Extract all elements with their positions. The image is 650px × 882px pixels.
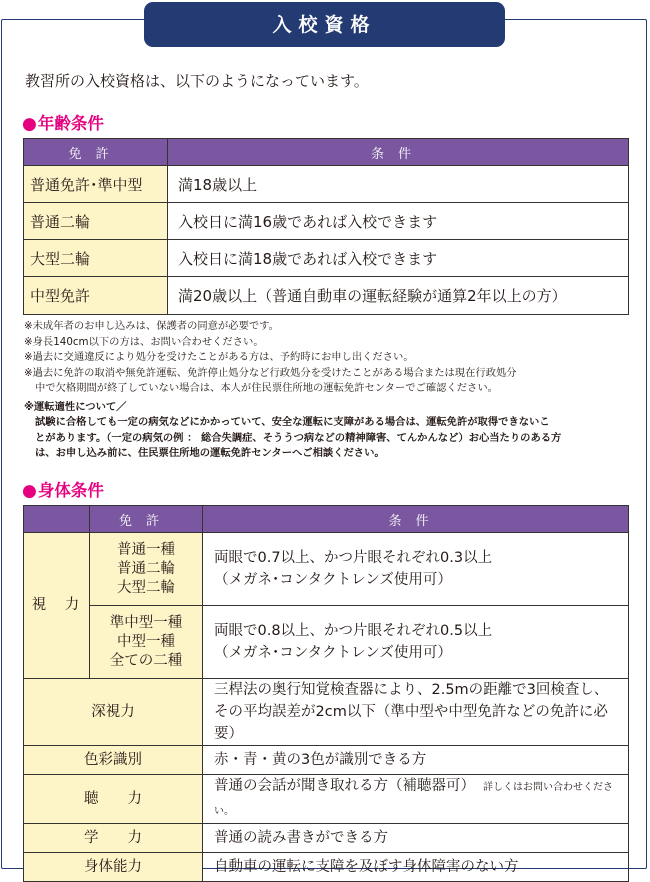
table-row: [24, 775, 629, 824]
body-head-license: 免許: [90, 506, 203, 533]
age-condition: 満20歳以上（普通自動車の運転経験が通算2年以上の方）: [168, 277, 629, 315]
table-row: [24, 824, 629, 853]
body-head-blank: [24, 506, 90, 533]
table-row: [24, 203, 629, 240]
age-license: 中型免許: [24, 277, 168, 315]
license-item: 大型二輪: [117, 579, 175, 596]
aptitude-heading: ※運転適性について／: [24, 400, 127, 413]
condition-line: （メガネ･コンタクトレンズ使用可）: [214, 572, 452, 588]
age-heading-text: 年齢条件: [37, 114, 104, 133]
table-row: [24, 533, 629, 606]
license-item: 中型一種: [117, 633, 175, 650]
table-row: [24, 853, 629, 882]
table-row: [24, 277, 629, 315]
hearing-note: 詳しくはお問い合わせください。: [214, 782, 613, 817]
age-head-condition: 条件: [168, 139, 629, 166]
age-section-heading: ●年齢条件: [22, 114, 104, 134]
age-head-license: 免許: [24, 139, 168, 166]
table-row: [24, 606, 629, 679]
vision-condition: [203, 606, 629, 679]
table-row: [24, 746, 629, 775]
hearing-condition: [203, 775, 629, 824]
body-table: [23, 505, 629, 882]
age-license: 大型二輪: [24, 240, 168, 277]
condition-line: 三桿法の奥行知覚検査器により、2.5mの距離で3回検査し、: [214, 682, 609, 698]
physical-label: 身体能力: [24, 853, 203, 882]
depth-condition: [203, 679, 629, 746]
aptitude-line: とがあります。（一定の病気の例 ： 総合失調症、そううつ病などの精神障害、てんかんなど）お心当たりのある方: [35, 431, 562, 444]
academic-condition: 普通の読み書きができる方: [203, 824, 629, 853]
vision-licenses: [90, 606, 203, 679]
table-row: [24, 166, 629, 203]
table-row: [24, 679, 629, 746]
hearing-label: 聴 力: [24, 775, 203, 824]
vision-licenses: [90, 533, 203, 606]
license-item: 準中型一種: [109, 614, 183, 631]
age-condition: 入校日に満18歳であれば入校できます: [168, 240, 629, 277]
intro-text: 教習所の入校資格は、以下のようになっています。: [25, 72, 369, 90]
condition-line: 両眼で0.8以上、かつ片眼それぞれ0.5以上: [214, 623, 493, 639]
condition-line: その平均誤差が2cm以下（準中型や中型免許などの免許に必要）: [214, 704, 608, 742]
license-item: 普通二輪: [117, 560, 175, 577]
note-line: ※未成年者のお申し込みは、保護者の同意が必要です。: [24, 320, 279, 332]
physical-condition: 自動車の運転に支障を及ぼす身体障害のない方: [203, 853, 629, 882]
note-line: ※過去に免許の取消や無免許運転、免許停止処分など行政処分を受けたことがある場合または現在行政処分: [24, 366, 517, 379]
age-condition: 満18歳以上: [168, 166, 629, 203]
body-section-heading: ●身体条件: [22, 481, 104, 501]
age-condition: 入校日に満16歳であれば入校できます: [168, 203, 629, 240]
age-license: 普通免許･準中型: [24, 166, 168, 203]
vision-condition: [203, 533, 629, 606]
note-line: ※身長140cm以下の方は、お問い合わせください。: [24, 335, 264, 348]
page-title: 入校資格: [144, 2, 505, 47]
license-item: 全ての二種: [109, 652, 183, 669]
license-item: 普通一種: [117, 541, 175, 558]
hearing-condition-text: 普通の会話が聞き取れる方（補聴器可）: [214, 778, 475, 794]
depth-label: 深視力: [24, 679, 203, 746]
aptitude-line: は、お申し込み前に、住民票住所地の運転免許センターへご相談ください。: [35, 447, 385, 459]
condition-line: （メガネ･コンタクトレンズ使用可）: [214, 645, 452, 661]
note-line: ※過去に交通違反により処分を受けたことがある方は、予約時にお申し出ください。: [24, 351, 414, 363]
age-license: 普通二輪: [24, 203, 168, 240]
vision-label: 視 力: [24, 533, 90, 679]
age-table: [23, 138, 629, 315]
aptitude-line: 試験に合格しても一定の病気などにかかっていて、安全な運転に支障がある場合は、運転免許が取得できないこ: [35, 416, 550, 428]
note-line: 中で欠格期間が終了していない場合は、本人が住民票住所地の運転免許センターでご確認ください。: [35, 382, 498, 394]
academic-label: 学 力: [24, 824, 203, 853]
color-condition: 赤・青・黄の3色が識別できる方: [203, 746, 629, 775]
table-row: [24, 240, 629, 277]
color-label: 色彩識別: [24, 746, 203, 775]
body-heading-text: 身体条件: [37, 481, 104, 500]
notes-block: [24, 319, 634, 462]
condition-line: 両眼で0.7以上、かつ片眼それぞれ0.3以上: [214, 550, 493, 566]
body-head-condition: 条件: [203, 506, 629, 533]
